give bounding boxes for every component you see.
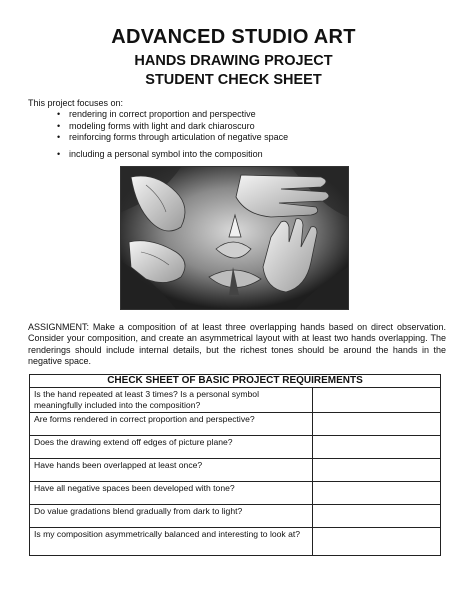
table-row — [30, 413, 441, 436]
hands-drawing-artwork — [120, 166, 349, 310]
check-sheet-title: CHECK SHEET OF BASIC PROJECT REQUIREMENTS — [30, 375, 441, 388]
table-row — [30, 436, 441, 459]
answer-cell[interactable] — [313, 459, 441, 482]
check-sheet-table — [29, 374, 441, 556]
requirement-question: Have hands been overlapped at least once? — [30, 459, 313, 482]
requirement-question: Is my composition asymmetrically balanced and interesting to look at? — [30, 528, 313, 556]
answer-cell[interactable] — [313, 388, 441, 413]
focus-item: • rendering in correct proportion and perspective — [57, 109, 417, 121]
focus-item: • modeling forms with light and dark chiaroscuro — [57, 121, 417, 133]
focus-list — [57, 109, 417, 160]
answer-cell[interactable] — [313, 482, 441, 505]
requirement-question: Have all negative spaces been developed with tone? — [30, 482, 313, 505]
table-row — [30, 528, 441, 556]
table-row — [30, 459, 441, 482]
focus-item: • reinforcing forms through articulation of negative space — [57, 132, 417, 144]
answer-cell[interactable] — [313, 505, 441, 528]
answer-cell[interactable] — [313, 528, 441, 556]
assignment-text: ASSIGNMENT: Make a composition of at least three overlapping hands based on direct observation. Consider your composition, and create an asymmetrical layout with at least two hands overlapping. The renderings should include internal details, but the richest tones should be around the hands in the negative space. — [28, 322, 446, 366]
focus-item: • including a personal symbol into the composition — [57, 149, 417, 161]
table-row — [30, 505, 441, 528]
requirement-question: Does the drawing extend off edges of picture plane? — [30, 436, 313, 459]
requirement-question: Are forms rendered in correct proportion and perspective? — [30, 413, 313, 436]
table-row — [30, 388, 441, 413]
table-row — [30, 482, 441, 505]
requirement-question: Is the hand repeated at least 3 times? Is a personal symbol meaningfully included into the composition? — [30, 388, 313, 413]
focus-intro: This project focuses on: — [28, 98, 124, 108]
document-title: ADVANCED STUDIO ART — [111, 26, 356, 48]
answer-cell[interactable] — [313, 436, 441, 459]
answer-cell[interactable] — [313, 413, 441, 436]
project-subtitle: HANDS DRAWING PROJECT — [134, 53, 333, 69]
check-sheet-subtitle: STUDENT CHECK SHEET — [145, 72, 322, 88]
requirement-question: Do value gradations blend gradually from dark to light? — [30, 505, 313, 528]
